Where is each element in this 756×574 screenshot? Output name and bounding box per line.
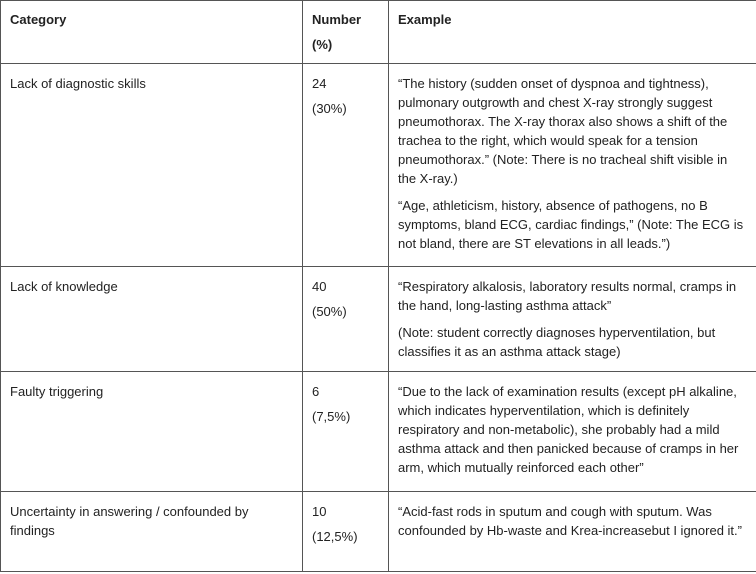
number-cell: [303, 492, 389, 572]
percent-value: (12,5%): [312, 529, 358, 544]
category-label: Uncertainty in answering / confounded by findings: [10, 504, 249, 538]
table-header-row: [1, 1, 756, 64]
header-example-label: Example: [398, 12, 452, 27]
number-cell: [303, 372, 389, 492]
header-number-label: Number: [312, 12, 362, 27]
category-cell: [1, 64, 303, 267]
example-cell: [389, 372, 756, 492]
category-label: Lack of diagnostic skills: [10, 76, 146, 91]
table-row: [1, 64, 756, 267]
category-cell: [1, 267, 303, 372]
header-category-label: Category: [10, 12, 67, 27]
example-quote: “Acid-fast rods in sputum and cough with sputum. Was confounded by Hb-waste and Krea-increasebut I ignored it.”: [398, 504, 742, 538]
count-value: 40: [312, 279, 327, 294]
category-cell: [1, 492, 303, 572]
count-value: 24: [312, 76, 327, 91]
header-number: [303, 1, 389, 64]
percent-value: (7,5%): [312, 409, 351, 424]
example-note: (Note: student correctly diagnoses hyperventilation, but classifies it as an asthma attack stage): [398, 325, 716, 359]
example-cell: [389, 492, 756, 572]
table-row: [1, 267, 756, 372]
example-quote: “Due to the lack of examination results (except pH alkaline, which indicates hyperventilation, which is definitely respiratory and non-metabolic), she probably had a mild asthma attack and then panicked because of cramps in her arm, which mutually reinforced each other”: [398, 384, 739, 475]
example-quote: “Respiratory alkalosis, laboratory results normal, cramps in the hand, long-lasting asthma attack”: [398, 279, 737, 313]
number-cell: [303, 64, 389, 267]
example-cell: [389, 64, 756, 267]
example-quote: “Age, athleticism, history, absence of pathogens, no B symptoms, bland ECG, cardiac findings,” (Note: The ECG is not bland, there are ST elevations in all leads.”): [398, 198, 744, 251]
percent-value: (30%): [312, 101, 347, 116]
category-label: Lack of knowledge: [10, 279, 118, 294]
table-row: [1, 492, 756, 572]
example-quote: “The history (sudden onset of dyspnoa and tightness), pulmonary outgrowth and chest X-ray strongly suggest pneumothorax. The X-ray thorax also shows a shift of the trachea to the right, which would speak for a tension pneumothorax.” (Note: There is no tracheal shift visible in the X-ray.): [398, 76, 728, 186]
category-label: Faulty triggering: [10, 384, 104, 399]
header-percent-label: (%): [312, 37, 333, 52]
header-category: [1, 1, 303, 64]
count-value: 6: [312, 384, 320, 399]
number-cell: [303, 267, 389, 372]
header-example: [389, 1, 756, 64]
count-value: 10: [312, 504, 327, 519]
table-row: [1, 372, 756, 492]
example-cell: [389, 267, 756, 372]
category-cell: [1, 372, 303, 492]
percent-value: (50%): [312, 304, 347, 319]
